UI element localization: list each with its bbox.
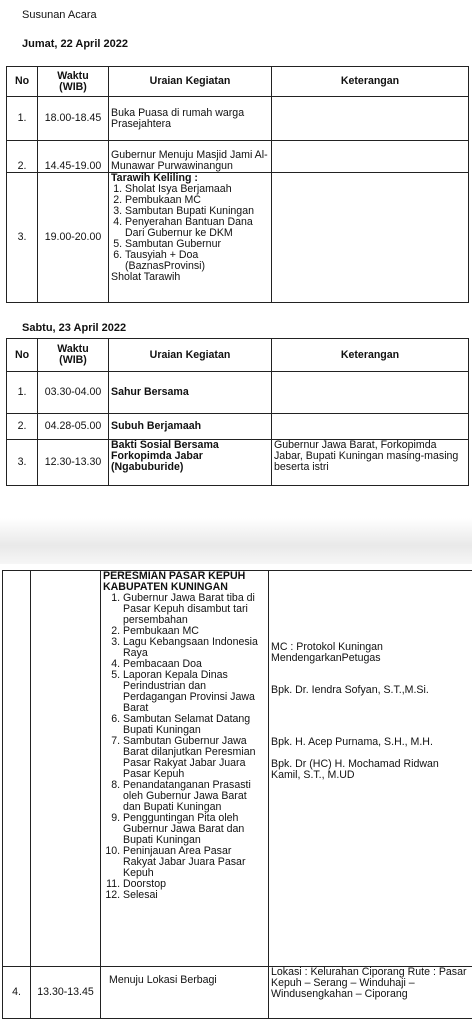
row-time: 19.00-20.00	[38, 173, 109, 303]
list-item: 10. Peninjauan Area Pasar Rakyat Jabar Juara Pasar Kepuh	[123, 846, 266, 879]
header-keterangan: Keterangan	[272, 339, 469, 372]
row-activity: Gubernur Menuju Masjid Jami Al- Munawar Purwawinangun	[109, 141, 272, 173]
row-time: 03.30-04.00	[38, 372, 109, 414]
list-item: 1. Sholat Isya Berjamaah	[125, 184, 269, 195]
row-note: Lokasi : Kelurahan Ciporang Rute : Pasar Kepuh – Serang – Winduhaji – Windusengkahan – Ciporang	[269, 967, 472, 1019]
row-note	[269, 571, 472, 967]
header-keterangan: Keterangan	[272, 67, 469, 97]
row-note	[272, 173, 469, 303]
row-no: 3.	[7, 440, 38, 486]
list-item: 5. Sambutan Gubernur	[125, 239, 269, 250]
list-item: 3. Sambutan Bupati Kuningan	[125, 206, 269, 217]
header-waktu: Waktu (WIB)	[38, 67, 109, 97]
row-note	[272, 372, 469, 414]
row-note	[272, 141, 469, 173]
row-note	[272, 414, 469, 440]
list-item: 1. Gubernur Jawa Barat tiba di Pasar Kepuh disambut tari persembahan	[123, 593, 266, 626]
row-time: 12.30-13.30	[38, 440, 109, 486]
row-no: 1.	[7, 97, 38, 141]
row-no: 2.	[7, 414, 38, 440]
row-no	[3, 571, 31, 967]
row-activity: Menuju Lokasi Berbagi	[101, 967, 269, 1019]
list-item: 5. Laporan Kepala Dinas Perindustrian dan Perdagangan Provinsi Jawa Barat	[123, 670, 266, 714]
row-note: Gubernur Jawa Barat, Forkopimda Jabar, Bupati Kuningan masing-masing beserta istri	[272, 440, 469, 486]
row-time: 14.45-19.00	[38, 141, 109, 173]
row-time: 13.30-13.45	[31, 967, 101, 1019]
note-laporan: Bpk. Dr. Iendra Sofyan, S.T.,M.Si.	[271, 684, 429, 696]
header-no: No	[7, 67, 38, 97]
row-time: 18.00-18.45	[38, 97, 109, 141]
row-no: 4.	[3, 967, 31, 1019]
row-note	[272, 97, 469, 141]
schedule-table-day2	[6, 338, 469, 486]
list-item: 7. Sambutan Gubernur Jawa Barat dilanjutkan Peresmian Pasar Rakyat Jabar Juara Pasar Kepuh	[123, 736, 266, 780]
header-waktu: Waktu (WIB)	[38, 339, 109, 372]
row-activity: Sahur Bersama	[109, 372, 272, 414]
note-sambutan-bupati: Bpk. H. Acep Purnama, S.H., M.H.	[271, 736, 433, 748]
row-activity: Buka Puasa di rumah warga Prasejahtera	[109, 97, 272, 141]
schedule-table-day1	[6, 66, 469, 303]
schedule-table-continued	[2, 570, 472, 1019]
list-item: 3. Lagu Kebangsaan Indonesia Raya	[123, 637, 266, 659]
header-uraian: Uraian Kegiatan	[109, 67, 272, 97]
day2-date: Sabtu, 23 April 2022	[22, 322, 127, 334]
document-title: Susunan Acara	[22, 9, 97, 21]
row-time	[31, 571, 101, 967]
tarawih-title: Tarawih Keliling :	[111, 172, 198, 184]
list-item: 12. Selesai	[123, 890, 266, 901]
list-item: 6. Tausyiah + Doa (BaznasProvinsi)	[125, 250, 269, 272]
list-item: 6. Sambutan Selamat Datang Bupati Kuningan	[123, 714, 266, 736]
list-item: 8. Penandatanganan Prasasti oleh Gubernur Jawa Barat dan Bupati Kuningan	[123, 780, 266, 813]
row-activity: Bakti Sosial Bersama Forkopimda Jabar (Ngabuburide)	[109, 440, 272, 486]
row-time: 04.28-05.00	[38, 414, 109, 440]
note-mc: MC : Protokol Kuningan MendengarkanPetugas	[271, 641, 383, 664]
tarawih-footer: Sholat Tarawih	[111, 271, 181, 283]
page-break	[0, 518, 472, 564]
peresmian-title: PERESMIAN PASAR KEPUH KABUPATEN KUNINGAN	[103, 570, 246, 593]
header-uraian: Uraian Kegiatan	[109, 339, 272, 372]
row-no: 3.	[7, 173, 38, 303]
day1-date: Jumat, 22 April 2022	[22, 38, 128, 50]
list-item: 11. Doorstop	[123, 879, 266, 890]
row-no: 1.	[7, 372, 38, 414]
list-item: 2. Pembukaan MC	[125, 195, 269, 206]
list-item: 4. Penyerahan Bantuan Dana Dari Gubernur ke DKM	[125, 217, 269, 239]
list-item: 2. Pembukaan MC	[123, 626, 266, 637]
row-activity	[101, 571, 269, 967]
list-item: 9. Pengguntingan Pita oleh Gubernur Jawa Barat dan Bupati Kuningan	[123, 813, 266, 846]
note-sambutan-gubernur: Bpk. Dr (HC) H. Mochamad Ridwan Kamil, S.T., M.UD	[271, 758, 439, 781]
row-activity	[109, 173, 272, 303]
row-no: 2.	[7, 141, 38, 173]
row-activity: Subuh Berjamaah	[109, 414, 272, 440]
header-no: No	[7, 339, 38, 372]
list-item: 4. Pembacaan Doa	[123, 659, 266, 670]
